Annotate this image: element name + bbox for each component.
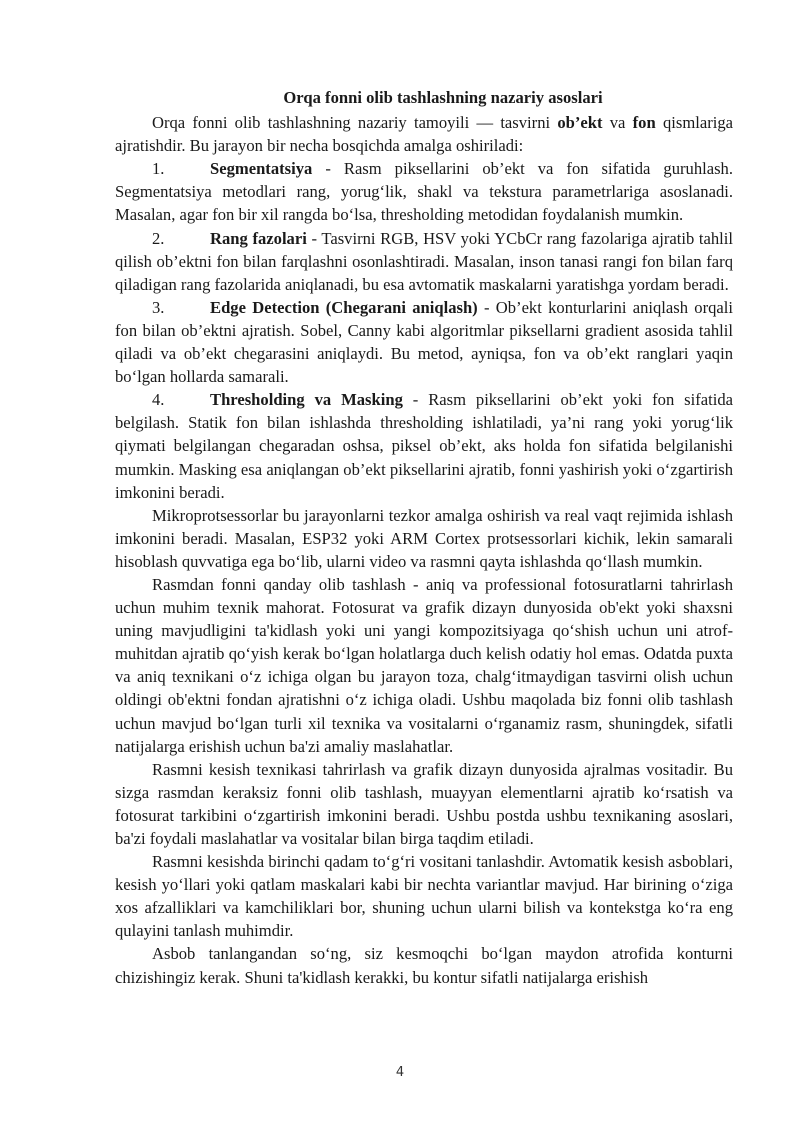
list-term: Edge Detection (Chegarani aniqlash) [210,297,478,317]
list-text: - Ob’ekt konturlarini aniqlash orqali fon bilan ob’ektni ajratish. Sobel, Canny kabi algoritmlar piksellarni gradient asosida tahlil qiladi va ob’ekt chegarasini aniqlaydi. Bu metod, ayniqsa, fon va ob’ekt ranglari yaqin bo‘lgan hollarda samarali. [115,297,733,387]
body-paragraph-cutting-technique: Rasmni kesish texnikasi tahrirlash va grafik dizayn dunyosida ajralmas vositadir. Bu sizga rasmdan keraksiz fonni olib tashlash, muayyan elementlarni ajratib ko‘rsatish va fotosurat tarkibini o‘zgartirish imkonini beradi. Ushbu postda ushbu texnikaning asoslari, ba'zi foydali maslahatlar va vositalar bilan birga taqdim etiladi. [115,759,733,848]
list-number: 4. [152,390,165,410]
intro-bold-object: ob’ekt [557,113,603,133]
list-number: 2. [152,228,165,248]
intro-text-1: Orqa fonni olib tashlashning nazariy tamoyili — tasvirni [152,113,558,133]
list-term: Rang fazolari [210,228,307,248]
list-item-3 [115,296,733,388]
list-text: - Rasm piksellarini ob’ekt yoki fon sifatida belgilash. Statik fon bilan ishlashda thresholding ishlatiladi, ya’ni rang yoki yorug‘lik qiymati belgilangan chegaradan oshsa, piksel ob’ekt, aks holda fon sifatida belgilanishi mumkin. Masking esa aniqlangan ob’ekt piksellarini ajratib, fonni yashirish yoki o‘zgartirish imkonini beradi. [115,390,734,502]
document-page [115,86,733,989]
page-number: 4 [395,1065,405,1080]
list-term: Segmentatsiya [210,159,313,179]
list-number: 3. [152,297,165,317]
intro-text-2: va [602,113,633,133]
list-term: Thresholding va Masking [210,390,403,410]
list-text: - Tasvirni RGB, HSV yoki YCbCr rang fazolariga ajratib tahlil qilish ob’ektni fon bilan farqlashni osonlashtiradi. Masalan, inson tanasi rangi fon bilan farq qiladigan rang fazolarida aniqlanadi, bu esa avtomatik maskalarni yaratishga yordam beradi. [115,228,733,294]
intro-text-3: qismlariga ajratishdir. Bu jarayon bir necha bosqichda amalga oshiriladi: [115,113,733,156]
page-title: Orqa fonni olib tashlashning nazariy asoslari [283,88,603,107]
list-item-4 [115,388,733,503]
body-paragraph-tool-choice: Rasmni kesishda birinchi qadam to‘g‘ri vositani tanlashdir. Avtomatik kesish asboblari, kesish yo‘llari yoki qatlam maskalari kabi bir nechta variantlar mavjud. Har birining o‘ziga xos afzalliklari va kamchiliklari bor, shuning uchun ularni bilish va kontekstga ko‘ra eng qulayini tanlash muhimdir. [115,852,733,941]
list-number: 1. [152,159,165,179]
body-paragraph-contour: Asbob tanlangandan so‘ng, siz kesmoqchi bo‘lgan maydon atrofida konturni chizishingiz kerak. Shuni ta'kidlash kerakki, bu kontur sifatli natijalarga erishish [115,944,733,987]
body-paragraph-background-removal: Rasmdan fonni qanday olib tashlash - aniq va professional fotosuratlarni tahrirlash uchun muhim texnik mahorat. Fotosurat va grafik dizayn dunyosida ob'ekt yoki shaxsni uning mavjudligini ta'kidlash yoki uni yangi kompozitsiyaga qo‘shish uchun uni atrof-muhitdan ajratib qo‘yish kerak bo‘lgan holatlarga duch kelish odatiy hol emas. Odatda puxta va aniq texnikani o‘z ichiga olgan bu jarayon toza, chalg‘itmaydigan tasvirni olish uchun oldingi ob'ektni fondan ajratishni o‘z ichiga oladi. Ushbu maqolada biz fonni olib tashlash uchun mavjud bo‘lgan turli xil texnika va vositalarni o‘rganamiz rasm, shuningdek, sifatli natijalarga erishish uchun ba'zi amaliy maslahatlar. [115,574,733,756]
intro-paragraph [115,111,733,157]
intro-bold-background: fon [632,113,656,133]
list-text: - Rasm piksellarini ob’ekt va fon sifatida guruhlash. Segmentatsiya metodlari rang, yorug‘lik, shakl va tekstura parametrlariga asoslanadi. Masalan, agar fon bir xil rangda bo‘lsa, thresholding metodidan foydalanish mumkin. [115,159,733,225]
body-paragraph-microprocessors: Mikroprotsessorlar bu jarayonlarni tezkor amalga oshirish va real vaqt rejimida ishlash imkonini beradi. Masalan, ESP32 yoki ARM Cortex protsessorlari kichik, lekin samarali hisoblash quvvatiga ega bo‘lib, ularni video va rasmni qayta ishlashda qo‘llash mumkin. [115,505,733,571]
list-item-1 [115,157,733,226]
list-item-2 [115,227,733,296]
